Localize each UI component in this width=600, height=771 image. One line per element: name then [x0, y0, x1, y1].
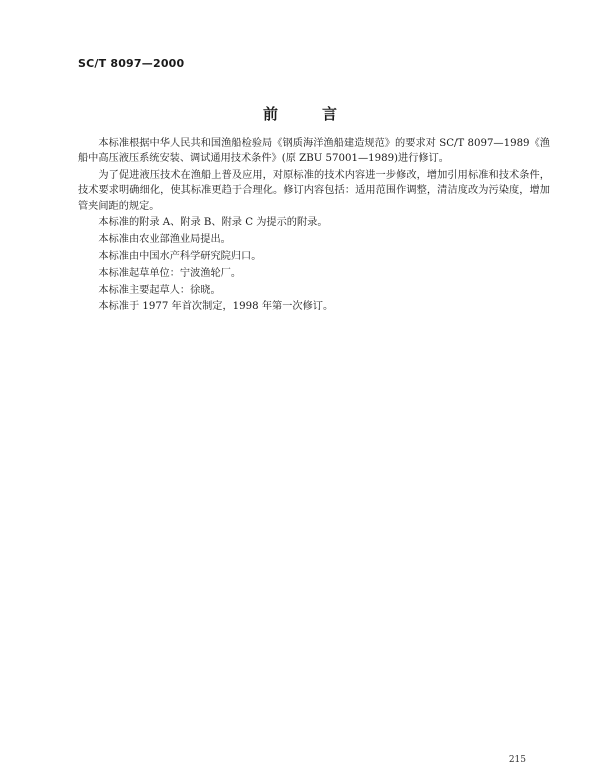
- paragraph-proposer: 本标准由农业部渔业局提出。: [98, 234, 231, 246]
- preface-body: [78, 136, 550, 316]
- paragraph-administrator: 本标准由中国水产科学研究院归口。: [98, 251, 262, 263]
- standard-code: SC/T 8097—2000: [78, 57, 185, 70]
- paragraph-drafting-unit: 本标准起草单位：宁波渔轮厂。: [98, 267, 242, 279]
- paragraph-revision-content: 为了促进液压技术在渔船上普及应用，对原标准的技术内容进一步修改，增加引用标准和技术条件，技术要求明确细化，使其标准更趋于合理化。修订内容包括：适用范围作调整，清洁度改为污染度，增加管夹间距的规定。: [78, 170, 550, 212]
- paragraph-revision-basis: 本标准根据中华人民共和国渔船检验局《钢质海洋渔船建造规范》的要求对 SC/T 8097—1989《渔船中高压液压系统安装、调试通用技术条件》(原 ZBU 57001—1989)进行修订。: [78, 138, 550, 165]
- page-title: [0, 103, 600, 124]
- paragraph-drafter: 本标准主要起草人：徐晓。: [98, 284, 221, 296]
- paragraph-history: 本标准于 1977 年首次制定，1998 年第一次修订。: [98, 301, 334, 313]
- page-number: 215: [508, 755, 526, 765]
- paragraph-appendices: 本标准的附录 A、附录 B、附录 C 为提示的附录。: [98, 217, 328, 229]
- title-char-1: 前: [262, 105, 278, 123]
- title-char-2: 言: [322, 105, 338, 123]
